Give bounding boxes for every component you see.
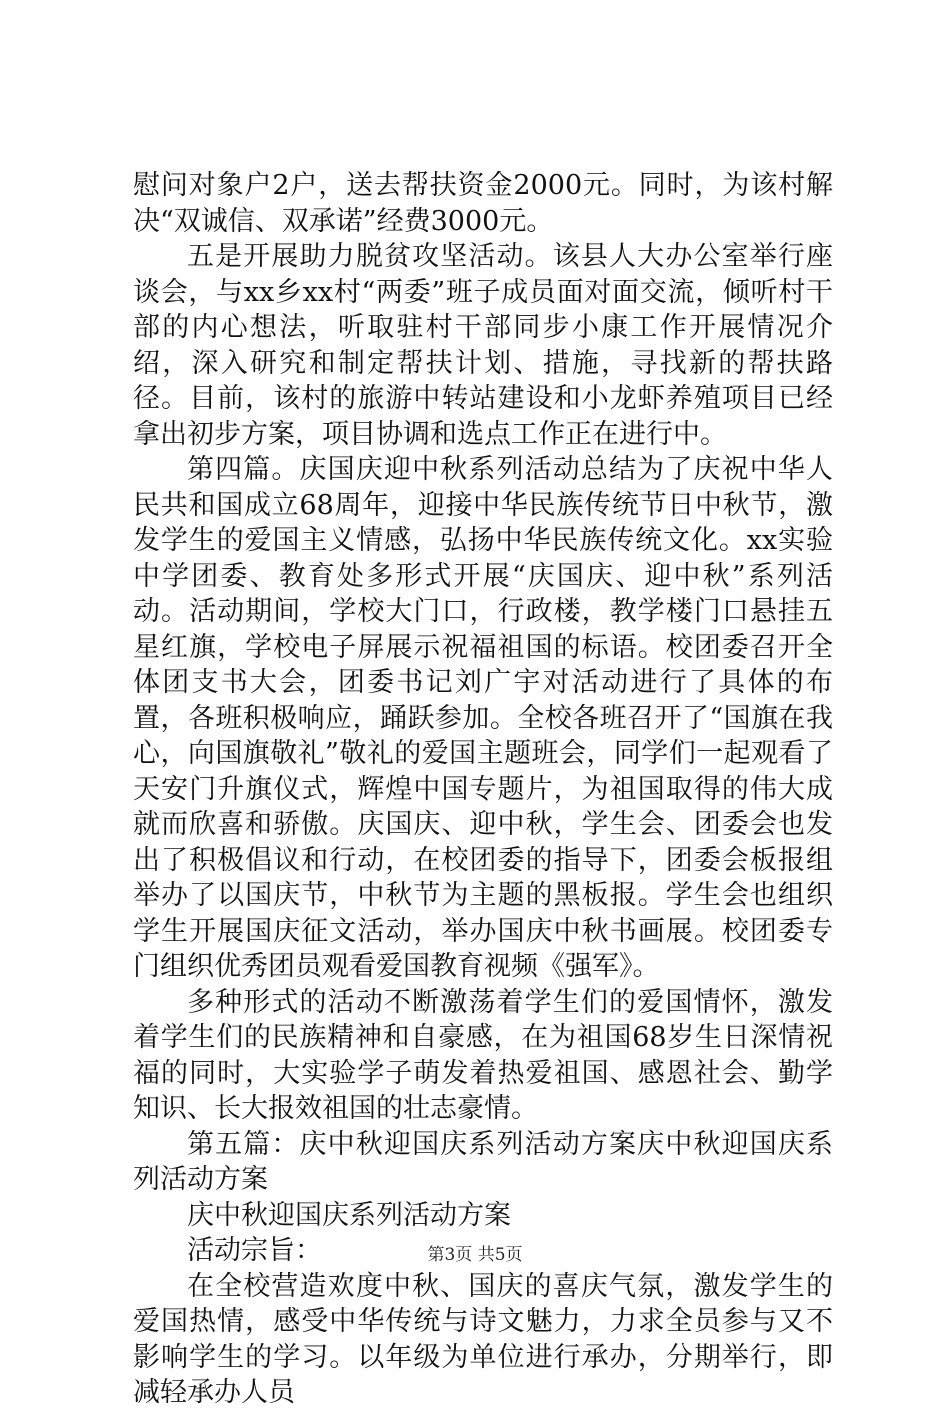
paragraph-purpose-label: 活动宗旨：: [187, 1235, 322, 1266]
paragraph-poverty-alleviation: 五是开展助力脱贫攻坚活动。该县人大办公室举行座谈会，与xx乡xx村“两委”班子成员面对面交流，倾听村干部的内心想法，听取驻村干部同步小康工作开展情况介绍，深入研究和制定帮扶计划、措施，寻找新的帮扶路径。目前，该村的旅游中转站建设和小龙虾养殖项目已经拿出初步方案，项目协调和选点工作正在进行中。: [133, 241, 833, 450]
paragraph-purpose-text: 在全校营造欢度中秋、国庆的喜庆气氛，激发学生的爱国热情，感受中华传统与诗文魅力，力求全员参与又不影响学生的学习。以年级为单位进行承办，分期举行，即减轻承办人员: [133, 1270, 833, 1408]
page-number-footer: 第3页 共5页: [427, 1245, 523, 1265]
document-body: [133, 168, 833, 1411]
paragraph-part-four: 第四篇。庆国庆迎中秋系列活动总结为了庆祝中华人民共和国成立68周年，迎接中华民族传统节日中秋节，激发学生的爱国主义情感，弘扬中华民族传统文化。xx实验中学团委、教育处多形式开展“庆国庆、迎中秋”系列活动。活动期间，学校大门口，行政楼，教学楼门口悬挂五星红旗，学校电子屏展示祝福祖国的标语。校团委召开全体团支书大会，团委书记刘广宇对活动进行了具体的布置，各班积极响应，踊跃参加。全校各班召开了“国旗在我心，向国旗敬礼”敬礼的爱国主题班会，同学们一起观看了天安门升旗仪式，辉煌中国专题片，为祖国取得的伟大成就而欣喜和骄傲。庆国庆、迎中秋，学生会、团委会也发出了积极倡议和行动，在校团委的指导下，团委会板报组举办了以国庆节，中秋节为主题的黑板报。学生会也组织学生开展国庆征文活动，举办国庆中秋书画展。校团委专门组织优秀团员观看爱国教育视频《强军》。: [133, 454, 833, 982]
paragraph-patriotism: 多种形式的活动不断激荡着学生们的爱国情怀，激发着学生们的民族精神和自豪感，在为祖国68岁生日深情祝福的同时，大实验学子萌发着热爱祖国、感恩社会、勤学知识、长大报效祖国的壮志豪情。: [133, 986, 833, 1124]
paragraph-continuation: 慰问对象户2户，送去帮扶资金2000元。同时，为该村解决“双诚信、双承诺”经费3000元。: [133, 170, 833, 237]
paragraph-part-five-heading: 第五篇：庆中秋迎国庆系列活动方案庆中秋迎国庆系列活动方案: [133, 1128, 833, 1195]
paragraph-plan-title: 庆中秋迎国庆系列活动方案: [187, 1199, 511, 1231]
